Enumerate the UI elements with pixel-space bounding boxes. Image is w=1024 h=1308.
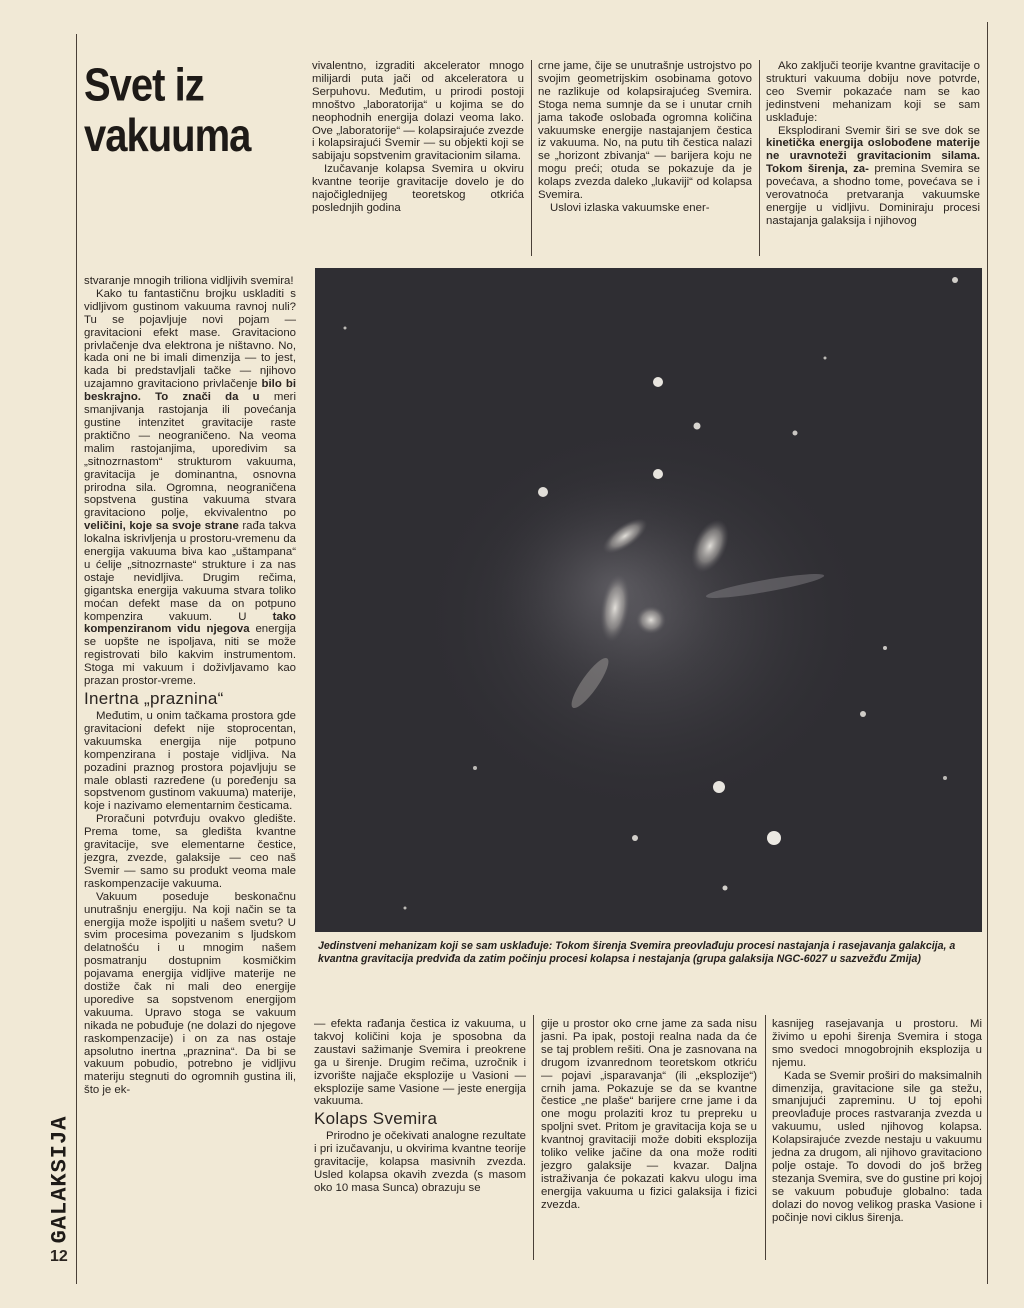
magazine-name: GALAKSIJA xyxy=(47,1115,73,1243)
text-span: rađa takva lokalna iskrivljenja u prostoru-vremenu da energija vakuuma biva kao „uštampana“ u ćelije „sitnozrnaste“ strukture i za nas ostaje nevidljiva. Drugim rečima, gigantska energija vakuuma stvara toliko moćan defekt mase da on potpuno kompenzira vakuum. U xyxy=(84,520,296,623)
paragraph: Vakuum poseduje beskonačnu unutrašnju energiju. Na koji način se ta energija može ispoljiti u našem svetu? U svim procesima povezanim s ljudskom delatnošću i u mnogim našem posmatranju dostupnim kosmičkim pojavama energija vidljive materije ne dostiže čak ni mali deo energije uporedive sa sopstvenom energijom vakuuma. Upravo stoga se vakuum nikada ne pobuđuje (ne dolazi do njegove raskompenzacije) i on za nas ostaje apsolutno inertna „praznina“. Da bi se vakuum pobudio, potrebno je vidljivu materiju stegnuti do ogromnih gustina ili, što je ek- xyxy=(84,890,296,1097)
paragraph: Uslovi izlaska vakuumske ener- xyxy=(550,201,710,214)
column-rule xyxy=(987,22,988,1284)
article-title xyxy=(84,60,294,161)
column-4-bottom xyxy=(772,1018,982,1225)
paragraph: Međutim, u onim tačkama prostora gde gravitacioni defekt nije stoprocentan, vakuumska energija nije potpuno kompenzirana i postaje vidljiva. Na pozadini praznog prostora pojavljuju se male oblasti razređene (u poređenju sa sopstvenom gustinom vakuuma) materije, koje i nazivamo elementarnim česticama. xyxy=(84,710,296,813)
section-heading: Inertna „praznina“ xyxy=(84,689,224,708)
paragraph: crne jame, čije se unutrašnje ustrojstvo po svojim geometrijskim osobinama gotovo ne razlikuje od kolapsirajućeg Svemira. Stoga nema sumnje da se i unutar crnih jama takođe oslobađa ogromna količina vakuumske energije nastajanjem čestica iz vakuuma. No, na putu tih čestica nalazi se „horizont zbivanja“ — barijera koju ne mogu preći; otuda se pokazuje da je kolaps zvezda daleko „lukaviji“ od kolapsa Svemira. xyxy=(538,60,752,202)
paragraph: Prirodno je očekivati analogne rezultate i pri izučavanju, u okvirima kvantne teorije gravitacije, kolapsa masivnih zvezda. Usled kolapsa okavih zvezda (s masom oko 10 masa Sunca) obrazuju se xyxy=(314,1130,526,1194)
column-1 xyxy=(84,275,296,1097)
paragraph: kasnijeg rasejavanja u prostoru. Mi živimo u epohi širenja Svemira i stoga smo svedoci mnogobrojnih eksplozija u njemu. xyxy=(772,1018,982,1069)
bold-span: tako kompenziranom vidu njegova xyxy=(84,610,296,636)
bold-span: bilo bi beskrajno. To znači da u xyxy=(84,378,296,404)
bold-span: veličini, koje sa svoje strane xyxy=(84,520,239,533)
paragraph: Ako zaključi teorije kvantne gravitacije o strukturi vakuuma dobiju nove potvrde, ceo Svemir pokazaće nam se kao jedinstveni mehanizam koji se sam usklađuje: xyxy=(766,60,980,124)
page-number: 12 xyxy=(50,1248,68,1265)
paragraph: vivalentno, izgraditi akcelerator mnogo milijardi puta jači od akceleratora u Serpuhovu. Međutim, u prirodi postoji mnoštvo „laboratorija“ u kojima se do neophodnih energija dolazi veoma lako. Ove „laboratorije“ — kolapsirajuće zvezde i kolapsirajući Svemir — su objekti koji se sabijaju sopstvenim gravitacionim silama. xyxy=(312,60,524,163)
column-3-top xyxy=(538,60,752,215)
column-rule xyxy=(531,60,532,256)
galaxy-photo-icon xyxy=(315,268,982,932)
paragraph xyxy=(766,125,980,228)
text-span: Kako tu fantastičnu brojku uskladiti s vidljivom gustinom vakuuma ravnoj nuli? Tu se pojavljuje novi pojam — gravitacioni efekt mase. Gravitaciono privlačenje dva elektrona je ništavno. No, kada oni ne bi imali dimenzija — to jest, kada bi predstavljali tačke — njihovo uzajamno gravitaciono privlačenje xyxy=(84,287,296,391)
text-span: Eksplodirani Svemir širi se sve dok se xyxy=(778,124,980,137)
paragraph: gije u prostor oko crne jame za sada nisu jasni. Pa ipak, postoji realna nada da će se taj problem rešiti. Ona je zasnovana na drugom izvanrednom teoretskom otkriću — pojavi „isparavanja“ (ili „eksplozije“) crnih jama. Pokazuje se da se kvantne čestice „ne plaše“ barijere crne jame i da one mogu prolaziti kroz tu prepreku u spoljni svet. Pritom je gravitacija koja se u kvantnoj gravitaciji može dobiti eksplozija toliko velike jačine da ona može roditi jezgro galaksije — kvazar. Daljna istraživanja će pokazati kakvu ulogu ima energija vakuuma u fizici galaksija i fizici zvezda. xyxy=(541,1018,757,1211)
photo-caption: Jedinstveni mehanizam koji se sam usklađuje: Tokom širenja Svemira preovlađuju procesi nastajanja i rasejavanja galakcija, a kvantna gravitacija predviđa da zatim počinju procesi kolapsa i nestajanja (grupa galaksija NGC-6027 u sazvežđu Zmija) xyxy=(318,940,956,965)
column-rule xyxy=(533,1015,534,1260)
text-span: energija se uopšte ne ispoljava, niti se može registrovati bilo kakvim instrumentom. Stoga mi vakuum i doživljavamo kao prazan prostor-vreme. xyxy=(84,623,296,688)
column-rule xyxy=(76,34,77,1284)
text-span: meri smanjivanja rastojanja ili povećanja gustine intenzitet gravitacije raste praktično — neograničeno. Na veoma malim rastojanjima, uporedivim sa „sitnozrnastom“ strukturom vakuuma, gravitacija je dominantna, osnovna prirodna sila. Ogromna, neograničena sopstvena gustina vakuuma stvara gravitaciono polje, ekvivalentno po xyxy=(84,391,296,520)
paragraph xyxy=(84,288,296,688)
paragraph: Izučavanje kolapsa Svemira u okviru kvantne teorije gravitacije dovelo je do najočiglednijeg teoretskog otkrića poslednjih godina xyxy=(312,163,524,214)
column-rule xyxy=(765,1015,766,1260)
column-4-top xyxy=(766,60,980,228)
column-3-bottom xyxy=(541,1018,757,1212)
paragraph: Kada se Svemir proširi do maksimalnih dimenzija, gravitacione sile ga stežu, smanjujući zapreminu. U toj epohi preovlađuje proces rastvaranja zvezda u vakuumu, usled njihovog kolapsa. Kolapsirajuće zvezde nestaju u vakuumu jedna za drugom, ali njihovo gravitaciono polje ostaje. To dovodi do još bržeg stezanja Svemira, sve do gustine pri kojoj se vakuum pobuđuje globalno: tada dolazi do novog velikog praska Vasione i počinje novi ciklus širenja. xyxy=(772,1069,982,1224)
section-heading: Kolaps Svemira xyxy=(314,1109,438,1129)
paragraph: stvaranje mnogih triliona vidljivih svemira! xyxy=(84,275,294,287)
column-rule xyxy=(759,60,760,256)
bold-span: kinetička energija oslobođene materije ne uravnoteži gravitacionim silama. Tokom širenja, za- xyxy=(766,137,980,176)
magazine-logo xyxy=(48,1115,72,1243)
column-2-top xyxy=(312,60,524,215)
title-line-1: Svet iz xyxy=(84,60,204,111)
paragraph: Proračuni potvrđuju ovakvo gledište. Prema tome, sa gledišta kvantne gravitacije, sve elementarne čestice, jezgra, zvezde, galaksije — ceo naš Svemir — samo su produkt veoma male raskompenzacije vakuuma. xyxy=(84,813,296,890)
paragraph: — efekta rađanja čestica iz vakuuma, u takvoj količini koja je sposobna da zaustavi sažimanje Svemira i preokrene ga u širenje. Drugim rečima, uzročnik i izvorište najjače eksplozije u Vasioni — eksplozije same Vasione — jeste energija vakuuma. xyxy=(314,1018,526,1108)
title-line-2: vakuuma xyxy=(84,110,251,162)
galaxy-group-photo xyxy=(315,268,982,932)
text-span: premina Svemira se povećava, a shodno tome, povećava se i verovatnoća pretvaranja vakuumske energije u vidljivu. Dominiraju procesi nastajanja galaksija i njihovog xyxy=(766,163,980,227)
column-2-bottom xyxy=(314,1018,526,1195)
